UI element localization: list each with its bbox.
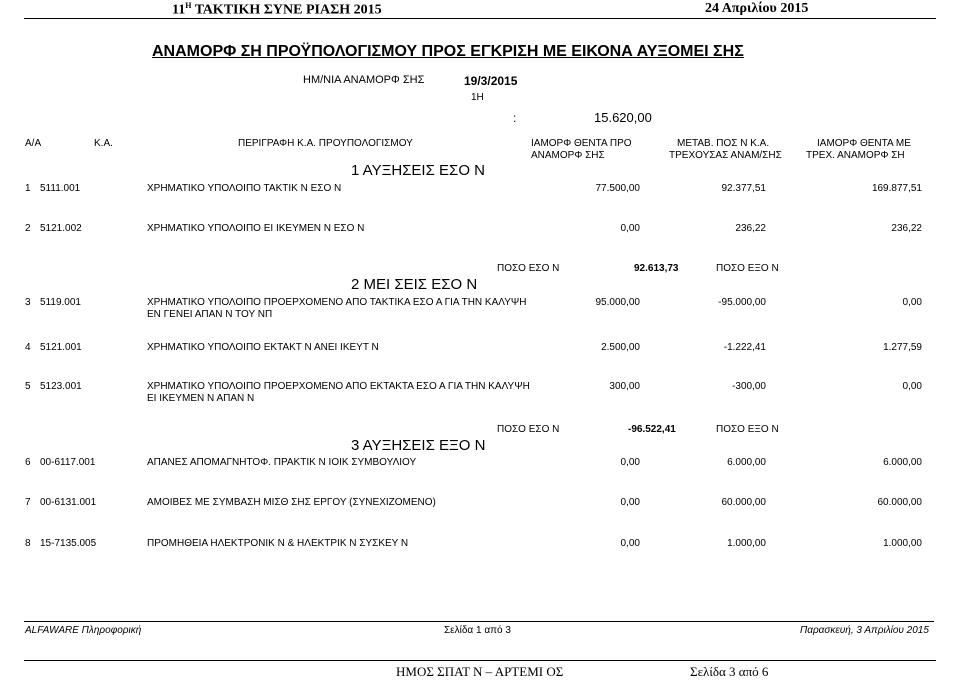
row-aa: 2 [25,223,31,234]
col-change-a: ΜΕΤΑΒ. ΠΟΣ Ν Κ.Α. [677,138,770,149]
row-ka: 5121.002 [40,223,82,234]
row-aa: 6 [25,457,31,468]
row-aa: 3 [25,297,31,308]
col-change-b: ΤΡΕΧΟΥΣΑΣ ΑΝΑΜ/ΣΗΣ [669,150,782,161]
row-aa: 4 [25,342,31,353]
row-change: 236,22 [735,223,766,234]
row-aa: 5 [25,381,31,392]
row-initial: 0,00 [620,457,640,468]
footer-page: Σελίδα 1 από 3 [444,625,511,636]
row-change: -95.000,00 [718,297,766,308]
section-revenue-increase: 1 ΑΥΞΗΣΕΙΣ ΕΣΟ Ν [351,162,485,179]
row-ka: 5111.001 [40,183,81,194]
row-desc: ΧΡΗΜΑΤΙΚΟ ΥΠΟΛΟΙΠΟ ΤΑΚΤΙΚ Ν ΕΣΟ Ν [147,183,342,194]
revision-seq: 1Η [471,92,484,103]
col-aa: Α/Α [25,138,42,149]
row-desc: ΑΠΑΝΕΣ ΑΠΟΜΑΓΝΗΤΟΦ. ΠΡΑΚΤΙΚ Ν ΙΟΙΚ ΣΥΜΒΟΥΛΙΟΥ [147,457,417,468]
row-aa: 7 [25,497,31,508]
total-expense-label: ΠΟΣΟ ΕΞΟ Ν [716,424,779,435]
row-ka: 00-6131.001 [40,497,97,508]
total-expense-label: ΠΟΣΟ ΕΞΟ Ν [716,263,779,274]
row-ka: 5123.001 [40,381,82,392]
row-initial: 0,00 [620,497,640,508]
row-ka: 5121.001 [40,342,82,353]
col-initial-b: ΑΝΑΜΟΡΦ ΣΗΣ [531,150,605,161]
footer-company: ALFAWARE Πληροφορική [25,625,142,636]
total-revenue-value: -96.522,41 [628,424,676,435]
header-number: 11 [172,2,186,18]
row-initial: 2.500,00 [601,342,640,353]
total-revenue-value: 92.613,73 [634,263,679,274]
row-ka: 00-6117.001 [40,457,96,468]
col-final-a: ΙΑΜΟΡΦ ΘΕΝΤΑ ΜΕ [817,138,911,149]
row-desc-cont: ΕΝ ΓΕΝΕΙ ΑΠΑΝ Ν ΤΟΥ ΝΠ [147,309,273,320]
col-final-b: ΤΡΕΧ. ΑΝΑΜΟΡΦ ΣΗ [806,150,905,161]
amount-value: 15.620,00 [594,110,652,125]
row-final: 0,00 [902,297,922,308]
row-change: 92.377,51 [721,183,766,194]
municipality-name: ΗΜΟΣ ΣΠΑΤ Ν – ΑΡΤΕΜΙ ΟΣ [396,664,564,679]
date-label: ΗΜ/ΝΙΑ ΑΝΑΜΟΡΦ ΣΗΣ [303,74,425,86]
row-desc: ΑΜΟΙΒΕΣ ΜΕ ΣΥΜΒΑΣΗ ΜΙΣΘ ΣΗΣ ΕΡΓΟΥ (ΣΥΝΕΧΙΖΟΜΕΝΟ) [147,497,436,508]
amount-colon: : [513,111,517,125]
row-change: 60.000,00 [721,497,766,508]
row-desc-cont: ΕΙ ΙΚΕΥΜΕΝ Ν ΑΠΑΝ Ν [147,393,255,404]
row-final: 6.000,00 [883,457,922,468]
row-desc: ΧΡΗΜΑΤΙΚΟ ΥΠΟΛΟΙΠΟ ΕΚΤΑΚΤ Ν ΑΝΕΙ ΙΚΕΥΤ Ν [147,342,379,353]
row-final: 0,00 [902,381,922,392]
top-header-left [172,1,382,19]
row-initial: 95.000,00 [595,297,640,308]
top-header-date: 24 Απριλίου 2015 [705,1,809,16]
document-page: Σελίδα 3 από 6 [690,664,769,679]
row-aa: 8 [25,538,31,549]
total-revenue-label: ΠΟΣΟ ΕΣΟ Ν [497,424,560,435]
row-initial: 0,00 [620,223,640,234]
section-revenue-decrease: 2 ΜΕΙ ΣΕΙΣ ΕΣΟ Ν [351,276,478,293]
row-change: -300,00 [732,381,766,392]
header-sup: Η [185,1,192,10]
row-initial: 77.500,00 [595,183,640,194]
date-value: 19/3/2015 [464,74,518,88]
row-initial: 300,00 [609,381,640,392]
col-initial-a: ΙΑΜΟΡΦ ΘΕΝΤΑ ΠΡΟ [531,138,632,149]
header-meeting-text: ΤΑΚΤΙΚΗ ΣΥΝΕ ΡΙΑΣΗ 2015 [191,2,382,18]
section-expense-increase: 3 ΑΥΞΗΣΕΙΣ ΕΞΟ Ν [351,437,486,454]
page-title: ΑΝΑΜΟΡΦ ΣΗ ΠΡΟΫΠΟΛΟΓΙΣΜΟΥ ΠΡΟΣ ΕΓΚΡΙΣΗ ΜΕ ΕΙΚΟΝΑ ΑΥΞΟΜΕΙ ΣΗΣ [152,43,744,60]
col-desc: ΠΕΡΙΓΡΑΦΗ Κ.Α. ΠΡΟΥΠΟΛΟΓΙΣΜΟΥ [238,138,413,149]
total-revenue-label: ΠΟΣΟ ΕΣΟ Ν [497,263,560,274]
footer-date: Παρασκευή, 3 Απριλίου 2015 [800,625,929,636]
row-ka: 15-7135.005 [40,538,97,549]
footer-rule [24,621,934,622]
top-header-rule [24,18,936,19]
row-initial: 0,00 [620,538,640,549]
row-final: 1.277,59 [883,342,922,353]
row-final: 1.000,00 [883,538,922,549]
row-change: -1.222,41 [723,342,766,353]
row-desc: ΧΡΗΜΑΤΙΚΟ ΥΠΟΛΟΙΠΟ ΕΙ ΙΚΕΥΜΕΝ Ν ΕΣΟ Ν [147,223,365,234]
row-desc: ΧΡΗΜΑΤΙΚΟ ΥΠΟΛΟΙΠΟ ΠΡΟΕΡΧΟΜΕΝΟ ΑΠΟ ΕΚΤΑΚΤΑ ΕΣΟ Α ΓΙΑ ΤΗΝ ΚΑΛΥΨΗ [147,381,530,392]
bottom-rule [24,660,936,661]
row-final: 169.877,51 [871,183,922,194]
row-aa: 1 [25,183,31,194]
row-final: 60.000,00 [877,497,922,508]
row-ka: 5119.001 [40,297,81,308]
row-desc: ΧΡΗΜΑΤΙΚΟ ΥΠΟΛΟΙΠΟ ΠΡΟΕΡΧΟΜΕΝΟ ΑΠΟ ΤΑΚΤΙΚΑ ΕΣΟ Α ΓΙΑ ΤΗΝ ΚΑΛΥΨΗ [147,297,527,308]
row-change: 6.000,00 [727,457,766,468]
col-ka: Κ.Α. [94,138,113,149]
row-desc: ΠΡΟΜΗΘΕΙΑ ΗΛΕΚΤΡΟΝΙΚ Ν & ΗΛΕΚΤΡΙΚ Ν ΣΥΣΚΕΥ Ν [147,538,409,549]
row-change: 1.000,00 [727,538,766,549]
row-final: 236,22 [891,223,922,234]
